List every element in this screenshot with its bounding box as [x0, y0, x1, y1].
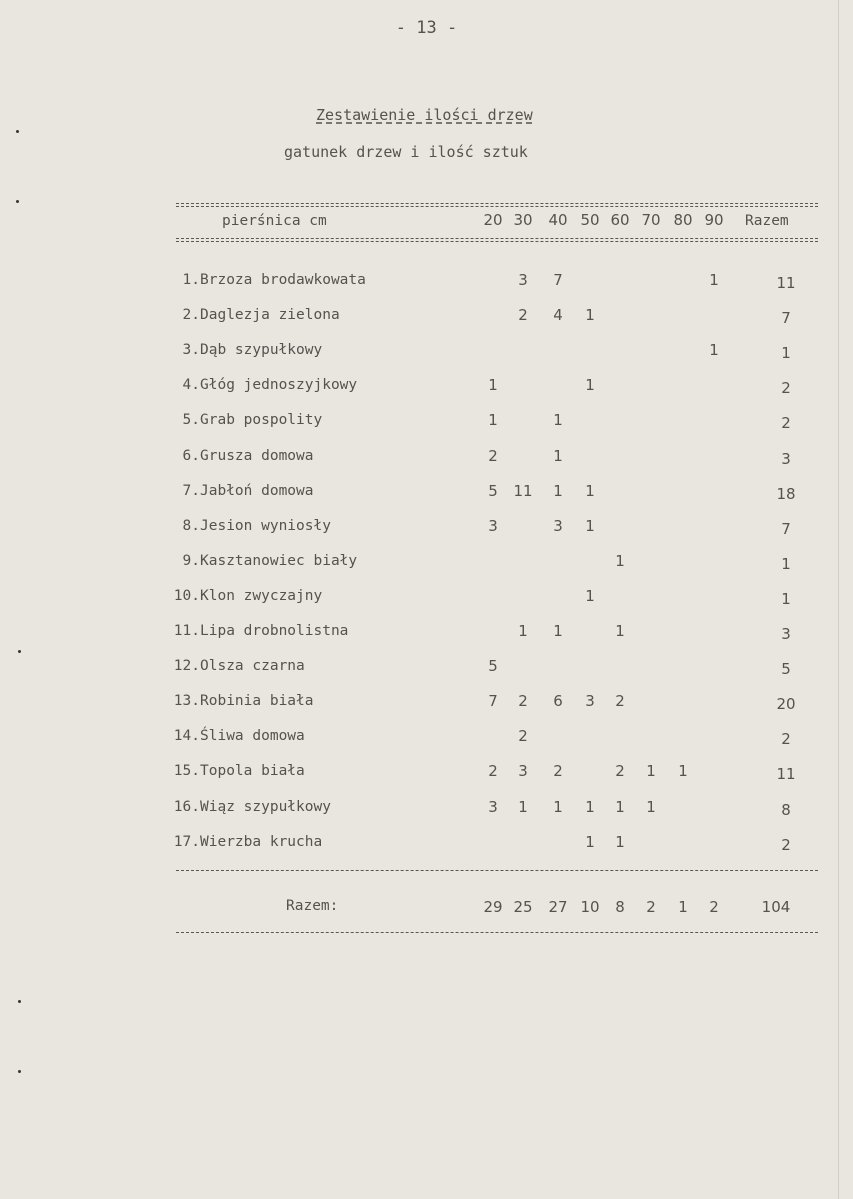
- row-total: 11: [776, 274, 796, 292]
- column-header: 90: [704, 211, 724, 229]
- row-total: 1: [781, 344, 791, 362]
- row-total: 7: [781, 520, 791, 538]
- table-cell: 3: [585, 692, 595, 710]
- species-name: Grusza domowa: [200, 448, 314, 464]
- table-cell: 1: [585, 376, 595, 394]
- grand-total: 104: [761, 898, 791, 916]
- species-name: Jesion wyniosły: [200, 518, 331, 534]
- table-cell: 7: [553, 271, 563, 289]
- row-total: 3: [781, 625, 791, 643]
- header-total: Razem: [745, 213, 789, 229]
- row-number: 16.: [173, 799, 200, 815]
- column-header: 60: [610, 211, 630, 229]
- column-total: 8: [615, 898, 625, 916]
- table-cell: 2: [615, 692, 625, 710]
- row-number: 17.: [173, 834, 200, 850]
- column-total: 27: [548, 898, 568, 916]
- totals-bottom-rule: [176, 932, 818, 933]
- row-total: 1: [781, 590, 791, 608]
- table-cell: 1: [585, 306, 595, 324]
- table-cell: 2: [488, 762, 498, 780]
- row-number: 5.: [182, 412, 200, 428]
- table-cell: 1: [585, 482, 595, 500]
- table-cell: 1: [518, 798, 528, 816]
- table-cell: 3: [518, 271, 528, 289]
- row-total: 8: [781, 801, 791, 819]
- table-cell: 2: [553, 762, 563, 780]
- column-total: 2: [709, 898, 719, 916]
- species-name: Kasztanowiec biały: [200, 553, 358, 569]
- paper-speck: [16, 200, 19, 203]
- species-name: Wierzba krucha: [200, 834, 323, 850]
- table-cell: 2: [488, 447, 498, 465]
- species-name: Wiąz szypułkowy: [200, 799, 331, 815]
- row-number: 10.: [173, 588, 200, 604]
- column-header: 20: [483, 211, 503, 229]
- row-number: 4.: [182, 377, 200, 393]
- row-number: 7.: [182, 483, 200, 499]
- table-cell: 1: [615, 552, 625, 570]
- species-name: Topola biała: [200, 763, 305, 779]
- species-name: Głóg jednoszyjkowy: [200, 377, 358, 393]
- row-total: 2: [781, 414, 791, 432]
- column-header: 30: [513, 211, 533, 229]
- row-number: 8.: [182, 518, 200, 534]
- table-cell: 1: [646, 798, 656, 816]
- row-total: 5: [781, 660, 791, 678]
- table-cell: 1: [518, 622, 528, 640]
- table-cell: 1: [585, 517, 595, 535]
- table-cell: 1: [488, 411, 498, 429]
- species-name: Dąb szypułkowy: [200, 342, 323, 358]
- species-name: Klon zwyczajny: [200, 588, 323, 604]
- table-cell: 1: [553, 482, 563, 500]
- table-cell: 2: [615, 762, 625, 780]
- row-number: 13.: [173, 693, 200, 709]
- table-cell: 1: [709, 341, 719, 359]
- table-cell: 1: [615, 833, 625, 851]
- column-total: 29: [483, 898, 503, 916]
- column-total: 25: [513, 898, 533, 916]
- table-cell: 2: [518, 692, 528, 710]
- row-total: 2: [781, 730, 791, 748]
- row-number: 2.: [182, 307, 200, 323]
- table-cell: 2: [518, 727, 528, 745]
- row-total: 2: [781, 379, 791, 397]
- row-number: 3.: [182, 342, 200, 358]
- table-cell: 1: [553, 622, 563, 640]
- paper-speck: [18, 1070, 21, 1073]
- table-cell: 1: [553, 798, 563, 816]
- table-cell: 1: [615, 798, 625, 816]
- row-number: 15.: [173, 763, 200, 779]
- column-header: 50: [580, 211, 600, 229]
- table-cell: 3: [488, 798, 498, 816]
- table-cell: 3: [488, 517, 498, 535]
- table-cell: 4: [553, 306, 563, 324]
- table-cell: 6: [553, 692, 563, 710]
- species-name: Jabłoń domowa: [200, 483, 314, 499]
- row-number: 14.: [173, 728, 200, 744]
- table-cell: 5: [488, 482, 498, 500]
- header-bottom-rule: [176, 241, 818, 242]
- table-cell: 11: [513, 482, 533, 500]
- table-cell: 7: [488, 692, 498, 710]
- row-total: 3: [781, 450, 791, 468]
- table-top-rule: [176, 203, 818, 204]
- row-number: 9.: [182, 553, 200, 569]
- totals-top-rule: [176, 870, 818, 871]
- paper-speck: [18, 650, 21, 653]
- species-name: Olsza czarna: [200, 658, 305, 674]
- row-total: 7: [781, 309, 791, 327]
- table-cell: 1: [585, 833, 595, 851]
- row-total: 20: [776, 695, 796, 713]
- row-total: 2: [781, 836, 791, 854]
- table-cell: 3: [553, 517, 563, 535]
- header-bottom-rule: [176, 238, 818, 239]
- column-total: 2: [646, 898, 656, 916]
- table-cell: 1: [585, 798, 595, 816]
- row-total: 1: [781, 555, 791, 573]
- table-cell: 1: [585, 587, 595, 605]
- row-total: 11: [776, 765, 796, 783]
- paper-speck: [16, 130, 19, 133]
- species-name: Robinia biała: [200, 693, 314, 709]
- table-cell: 1: [553, 411, 563, 429]
- page-edge: [838, 0, 839, 1199]
- row-number: 6.: [182, 448, 200, 464]
- document-title: Zestawienie ilości drzew: [316, 106, 533, 124]
- row-number: 1.: [182, 272, 200, 288]
- table-cell: 3: [518, 762, 528, 780]
- species-name: Daglezja zielona: [200, 307, 340, 323]
- species-name: Brzoza brodawkowata: [200, 272, 366, 288]
- table-cell: 2: [518, 306, 528, 324]
- totals-label: Razem:: [286, 898, 339, 914]
- column-header: 70: [641, 211, 661, 229]
- row-number: 11.: [173, 623, 200, 639]
- species-name: Lipa drobnolistna: [200, 623, 349, 639]
- column-header: 80: [673, 211, 693, 229]
- species-name: Grab pospolity: [200, 412, 323, 428]
- row-number: 12.: [173, 658, 200, 674]
- page-number: - 13 -: [395, 18, 458, 38]
- paper-speck: [18, 1000, 21, 1003]
- table-cell: 1: [553, 447, 563, 465]
- table-cell: 1: [646, 762, 656, 780]
- table-cell: 5: [488, 657, 498, 675]
- table-cell: 1: [709, 271, 719, 289]
- table-top-rule: [176, 206, 818, 207]
- column-header: 40: [548, 211, 568, 229]
- document-subtitle: gatunek drzew i ilość sztuk: [284, 143, 528, 161]
- column-total: 10: [580, 898, 600, 916]
- table-cell: 1: [488, 376, 498, 394]
- species-name: Śliwa domowa: [200, 728, 305, 744]
- header-label: pierśnica cm: [222, 213, 327, 229]
- column-total: 1: [678, 898, 688, 916]
- table-cell: 1: [678, 762, 688, 780]
- table-cell: 1: [615, 622, 625, 640]
- row-total: 18: [776, 485, 796, 503]
